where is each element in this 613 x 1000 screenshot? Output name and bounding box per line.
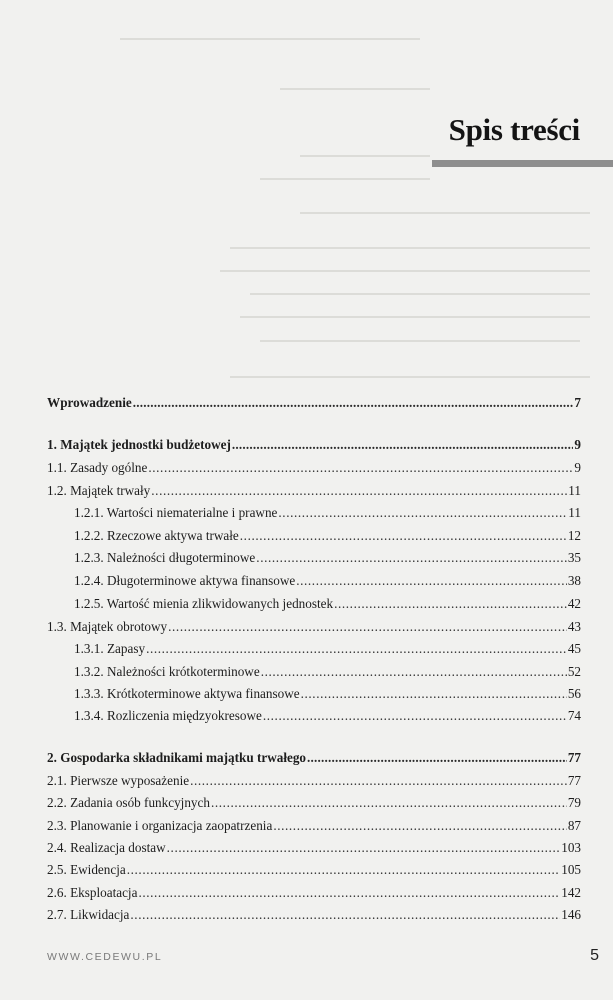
toc-entry-page: 146 bbox=[561, 907, 581, 922]
toc-entry bbox=[74, 550, 581, 566]
toc-leader bbox=[168, 619, 567, 635]
toc-entry bbox=[47, 907, 581, 923]
toc-entry-label: 2.2. Zadania osób funkcyjnych bbox=[47, 795, 210, 810]
toc-entry-page: 52 bbox=[567, 664, 581, 679]
toc-leader bbox=[167, 840, 561, 856]
toc-entry bbox=[47, 773, 581, 789]
toc-entry-label: 1.2.2. Rzeczowe aktywa trwałe bbox=[74, 528, 239, 543]
page-title: Spis treści bbox=[448, 112, 580, 147]
toc-leader bbox=[138, 885, 560, 901]
toc-entry bbox=[74, 573, 581, 589]
toc-entry bbox=[74, 664, 581, 680]
toc-leader bbox=[273, 818, 567, 834]
toc-entry-label: 1.2.5. Wartość mienia zlikwidowanych jednostek bbox=[74, 596, 334, 611]
toc-entry-page: 12 bbox=[567, 528, 581, 543]
toc-leader bbox=[296, 573, 567, 589]
toc-entry-page: 45 bbox=[567, 641, 581, 656]
toc-entry bbox=[47, 885, 581, 901]
toc-entry bbox=[74, 505, 581, 521]
toc-leader bbox=[130, 907, 560, 923]
toc-entry-page: 42 bbox=[567, 596, 581, 611]
toc-entry-label: 1.2.1. Wartości niematerialne i prawne bbox=[74, 505, 278, 520]
toc-leader bbox=[127, 862, 560, 878]
toc-entry-label: 1.3.1. Zapasy bbox=[74, 641, 146, 656]
toc-entry-label: 1.3.3. Krótkoterminowe aktywa finansowe bbox=[74, 686, 300, 701]
toc-entry bbox=[74, 686, 581, 702]
toc-entry bbox=[47, 460, 581, 476]
toc-entry bbox=[74, 596, 581, 612]
toc-entry-label: 1.2. Majątek trwały bbox=[47, 483, 151, 498]
toc-leader bbox=[307, 750, 567, 766]
toc-leader bbox=[334, 596, 567, 612]
toc-entry-page: 9 bbox=[574, 460, 581, 475]
show-through-text bbox=[0, 0, 613, 420]
toc-entry-label: 2. Gospodarka składnikami majątku trwałego bbox=[47, 750, 307, 765]
toc-entry-page: 38 bbox=[567, 573, 581, 588]
toc-entry bbox=[47, 483, 581, 499]
toc-entry-page: 103 bbox=[561, 840, 581, 855]
toc-leader bbox=[133, 395, 574, 411]
toc-leader bbox=[261, 664, 567, 680]
toc-leader bbox=[263, 708, 567, 724]
toc-entry-label: 1.3.2. Należności krótkoterminowe bbox=[74, 664, 260, 679]
toc-leader bbox=[256, 550, 567, 566]
toc-entry bbox=[74, 528, 581, 544]
toc-entry-page: 74 bbox=[567, 708, 581, 723]
title-rule bbox=[432, 160, 613, 167]
toc-entry-page: 77 bbox=[567, 773, 581, 788]
page-number: 5 bbox=[590, 947, 599, 964]
toc-entry bbox=[47, 619, 581, 635]
toc-entry-label: 2.6. Eksploatacja bbox=[47, 885, 138, 900]
toc-entry-label: 2.7. Likwidacja bbox=[47, 907, 130, 922]
toc-entry bbox=[47, 395, 581, 411]
toc-entry-page: 105 bbox=[561, 862, 581, 877]
toc-entry-label: 1.3.4. Rozliczenia międzyokresowe bbox=[74, 708, 262, 723]
toc-entry bbox=[47, 437, 581, 453]
toc-entry-page: 87 bbox=[567, 818, 581, 833]
toc-leader bbox=[148, 460, 573, 476]
toc-entry-label: 1.2.4. Długoterminowe aktywa finansowe bbox=[74, 573, 296, 588]
toc-entry-label: 2.3. Planowanie i organizacja zaopatrzenia bbox=[47, 818, 273, 833]
toc-entry-page: 77 bbox=[567, 750, 581, 765]
toc-entry bbox=[74, 641, 581, 657]
toc-entry-label: 1.1. Zasady ogólne bbox=[47, 460, 148, 475]
toc-entry-page: 35 bbox=[567, 550, 581, 565]
toc-entry bbox=[47, 795, 581, 811]
toc-leader bbox=[146, 641, 567, 657]
toc-entry-page: 9 bbox=[574, 437, 581, 452]
toc-entry-page: 142 bbox=[561, 885, 581, 900]
toc-entry-page: 7 bbox=[574, 395, 581, 410]
toc-entry bbox=[47, 840, 581, 856]
toc-leader bbox=[301, 686, 567, 702]
toc-entry-page: 43 bbox=[567, 619, 581, 634]
toc-entry bbox=[47, 818, 581, 834]
toc-entry-page: 79 bbox=[567, 795, 581, 810]
toc-entry-page: 11 bbox=[568, 483, 581, 498]
toc-entry bbox=[47, 862, 581, 878]
toc-entry-label: 1. Majątek jednostki budżetowej bbox=[47, 437, 231, 452]
toc-entry bbox=[74, 708, 581, 724]
toc-entry-label: Wprowadzenie bbox=[47, 395, 132, 410]
toc-entry-page: 56 bbox=[567, 686, 581, 701]
toc-entry-label: 1.2.3. Należności długoterminowe bbox=[74, 550, 256, 565]
toc-entry-label: 2.1. Pierwsze wyposażenie bbox=[47, 773, 190, 788]
toc-leader bbox=[151, 483, 567, 499]
toc-leader bbox=[190, 773, 567, 789]
toc-leader bbox=[232, 437, 574, 453]
toc-entry-label: 1.3. Majątek obrotowy bbox=[47, 619, 168, 634]
toc-leader bbox=[211, 795, 567, 811]
toc-entry bbox=[47, 750, 581, 766]
toc-leader bbox=[240, 528, 567, 544]
footer-url: WWW.CEDEWU.PL bbox=[47, 951, 163, 963]
toc-leader bbox=[278, 505, 567, 521]
toc-entry-label: 2.4. Realizacja dostaw bbox=[47, 840, 166, 855]
toc-entry-page: 11 bbox=[568, 505, 581, 520]
toc-entry-label: 2.5. Ewidencja bbox=[47, 862, 126, 877]
